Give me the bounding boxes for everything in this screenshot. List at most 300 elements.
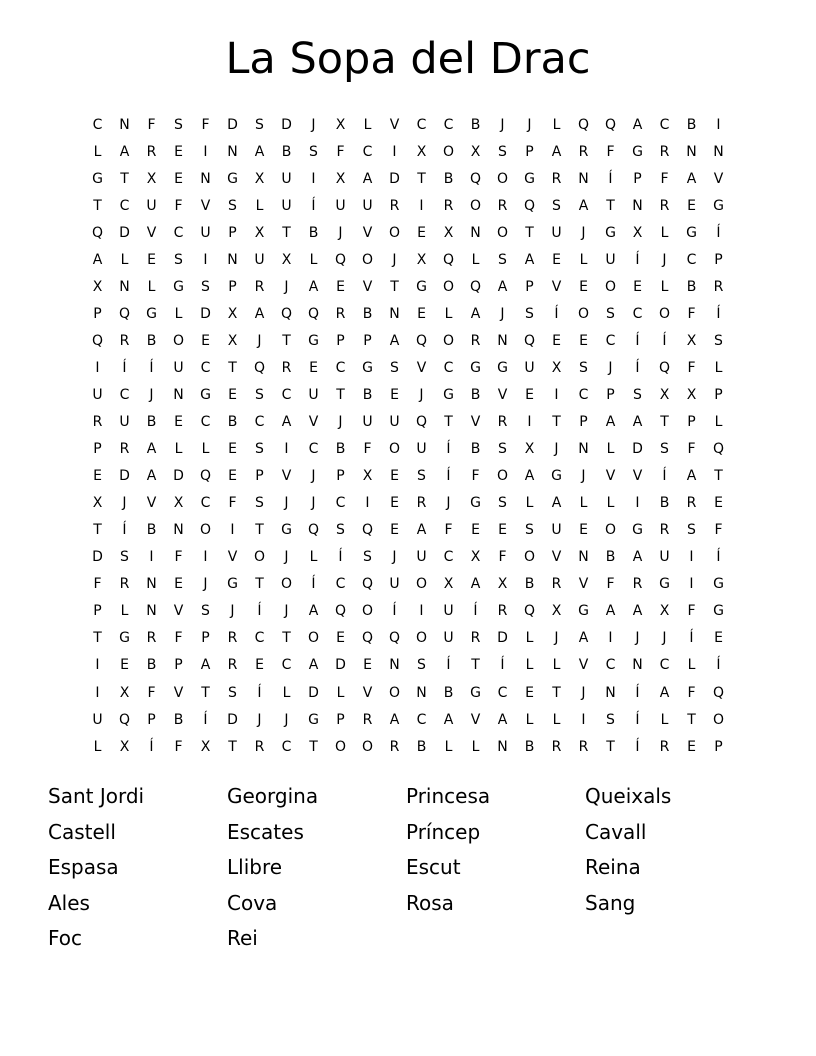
grid-cell-r12c4: E	[174, 414, 183, 431]
grid-cell-r22c15: G	[470, 684, 481, 701]
grid-cell-r2c19: R	[578, 143, 589, 160]
grid-cell-r10c16: G	[497, 359, 508, 376]
grid-cell-r23c18: L	[552, 711, 561, 728]
grid-cell-r8c22: O	[658, 305, 671, 322]
grid-cell-r18c18: R	[551, 576, 562, 593]
grid-cell-r21c9: A	[308, 657, 319, 674]
grid-cell-r6c9: L	[309, 251, 318, 268]
grid-cell-r17c11: S	[363, 549, 372, 566]
grid-cell-r15c1: X	[92, 495, 103, 512]
grid-cell-r4c4: F	[174, 197, 183, 214]
grid-cell-r13c18: J	[554, 441, 559, 458]
grid-cell-r20c12: Q	[388, 630, 401, 647]
grid-cell-r17c4: F	[174, 549, 183, 566]
grid-row-13	[84, 436, 732, 463]
grid-cell-r8c7: A	[254, 305, 265, 322]
grid-cell-r12c17: I	[527, 414, 532, 431]
grid-cell-r19c9: A	[308, 603, 319, 620]
grid-cell-r1c9: J	[311, 116, 316, 133]
grid-cell-r8c3: G	[146, 305, 157, 322]
grid-cell-r11c2: C	[119, 386, 130, 403]
grid-cell-r3c22: F	[660, 170, 669, 187]
grid-cell-r1c4: S	[174, 116, 183, 133]
grid-cell-r16c1: T	[93, 522, 102, 539]
grid-cell-r8c15: A	[470, 305, 481, 322]
grid-row-14	[84, 463, 732, 490]
grid-cell-r7c17: P	[525, 278, 534, 295]
grid-cell-r24c22: R	[659, 738, 670, 755]
grid-cell-r6c2: L	[120, 251, 129, 268]
grid-cell-r20c4: F	[174, 630, 183, 647]
grid-cell-r24c12: R	[389, 738, 400, 755]
grid-cell-r14c13: S	[417, 468, 426, 485]
grid-cell-r6c16: S	[498, 251, 507, 268]
grid-cell-r24c3: Í	[149, 738, 154, 755]
grid-cell-r13c23: F	[687, 441, 696, 458]
grid-cell-r22c9: D	[308, 684, 319, 701]
grid-cell-r9c19: E	[579, 332, 588, 349]
grid-cell-r5c21: X	[632, 224, 643, 241]
grid-cell-r3c4: E	[174, 170, 183, 187]
grid-cell-r10c15: G	[470, 359, 481, 376]
grid-cell-r2c3: R	[146, 143, 157, 160]
grid-cell-r11c21: S	[633, 386, 642, 403]
word-list-column-2	[227, 779, 406, 957]
grid-cell-r2c18: A	[551, 143, 562, 160]
grid-cell-r19c6: J	[230, 603, 235, 620]
grid-cell-r1c24: I	[716, 116, 721, 133]
grid-cell-r4c24: G	[713, 197, 724, 214]
grid-cell-r12c11: U	[362, 414, 373, 431]
grid-cell-r7c7: R	[254, 278, 265, 295]
grid-cell-r24c5: X	[200, 738, 211, 755]
grid-cell-r9c24: S	[714, 332, 723, 349]
grid-cell-r11c12: E	[390, 386, 399, 403]
grid-cell-r20c15: R	[470, 630, 481, 647]
grid-cell-r13c7: S	[255, 441, 264, 458]
grid-cell-r22c23: F	[687, 684, 696, 701]
grid-cell-r16c5: O	[199, 522, 212, 539]
grid-cell-r9c2: R	[119, 332, 130, 349]
grid-cell-r12c24: L	[714, 414, 723, 431]
grid-cell-r5c5: U	[200, 224, 211, 241]
grid-cell-r5c4: C	[173, 224, 184, 241]
grid-cell-r12c3: B	[146, 414, 157, 431]
grid-cell-r22c12: O	[388, 684, 401, 701]
grid-cell-r17c16: F	[498, 549, 507, 566]
grid-cell-r14c4: D	[173, 468, 184, 485]
grid-cell-r18c5: J	[203, 576, 208, 593]
grid-cell-r14c14: Í	[446, 468, 451, 485]
grid-cell-r2c5: I	[203, 143, 208, 160]
grid-cell-r21c22: C	[659, 657, 670, 674]
grid-cell-r11c15: B	[470, 386, 481, 403]
grid-cell-r7c5: S	[201, 278, 210, 295]
grid-cell-r17c22: U	[659, 549, 670, 566]
grid-cell-r21c18: L	[552, 657, 561, 674]
grid-cell-r1c5: F	[201, 116, 210, 133]
grid-cell-r6c15: L	[471, 251, 480, 268]
grid-cell-r19c13: I	[419, 603, 424, 620]
grid-cell-r19c2: L	[120, 603, 129, 620]
grid-cell-r23c23: T	[687, 711, 696, 728]
grid-cell-r23c9: G	[308, 711, 319, 728]
grid-cell-r10c9: E	[309, 359, 318, 376]
grid-cell-r10c22: Q	[658, 359, 671, 376]
grid-cell-r3c13: T	[417, 170, 426, 187]
grid-cell-r3c18: R	[551, 170, 562, 187]
grid-cell-r16c20: O	[604, 522, 617, 539]
word-item: Espasa	[48, 855, 119, 880]
grid-cell-r1c18: L	[552, 116, 561, 133]
grid-cell-r21c4: P	[174, 657, 183, 674]
grid-cell-r20c6: R	[227, 630, 238, 647]
grid-cell-r11c16: V	[497, 386, 508, 403]
word-item: Reina	[585, 855, 641, 880]
grid-cell-r14c16: O	[496, 468, 509, 485]
grid-cell-r22c17: E	[525, 684, 534, 701]
grid-cell-r9c16: N	[497, 332, 508, 349]
grid-cell-r19c14: U	[443, 603, 454, 620]
grid-cell-r12c1: R	[92, 414, 103, 431]
grid-cell-r15c8: J	[284, 495, 289, 512]
grid-cell-r15c2: J	[122, 495, 127, 512]
grid-cell-r15c15: G	[470, 495, 481, 512]
grid-cell-r10c7: Q	[253, 359, 266, 376]
grid-cell-r5c9: B	[308, 224, 319, 241]
grid-cell-r22c22: A	[659, 684, 670, 701]
grid-cell-r6c7: U	[254, 251, 265, 268]
grid-cell-r1c19: Q	[577, 116, 590, 133]
grid-cell-r2c21: G	[632, 143, 643, 160]
grid-cell-r8c5: D	[200, 305, 211, 322]
grid-cell-r9c23: X	[686, 332, 697, 349]
grid-cell-r15c20: L	[606, 495, 615, 512]
grid-cell-r18c12: U	[389, 576, 400, 593]
grid-cell-r11c19: C	[578, 386, 589, 403]
grid-cell-r5c13: E	[417, 224, 426, 241]
grid-cell-r7c15: Q	[469, 278, 482, 295]
grid-cell-r19c15: Í	[473, 603, 478, 620]
grid-cell-r13c20: L	[606, 441, 615, 458]
grid-cell-r17c17: O	[523, 549, 536, 566]
grid-cell-r9c6: X	[227, 332, 238, 349]
grid-cell-r24c11: O	[361, 738, 374, 755]
grid-cell-r22c14: B	[443, 684, 454, 701]
grid-row-1	[84, 111, 732, 138]
grid-cell-r20c22: J	[662, 630, 667, 647]
grid-cell-r1c16: J	[500, 116, 505, 133]
grid-cell-r1c6: D	[227, 116, 238, 133]
grid-cell-r20c23: Í	[689, 630, 694, 647]
grid-cell-r15c21: I	[635, 495, 640, 512]
grid-cell-r1c10: X	[335, 116, 346, 133]
grid-cell-r1c12: V	[389, 116, 400, 133]
grid-cell-r7c20: O	[604, 278, 617, 295]
grid-cell-r15c24: E	[714, 495, 723, 512]
grid-cell-r24c9: T	[309, 738, 318, 755]
grid-cell-r21c12: N	[389, 657, 400, 674]
grid-cell-r8c10: R	[335, 305, 346, 322]
grid-cell-r3c17: G	[524, 170, 535, 187]
grid-cell-r22c4: V	[173, 684, 184, 701]
grid-cell-r18c14: X	[443, 576, 454, 593]
grid-cell-r2c23: N	[686, 143, 697, 160]
grid-cell-r13c21: D	[632, 441, 643, 458]
grid-row-3	[84, 165, 732, 192]
grid-cell-r16c18: U	[551, 522, 562, 539]
grid-cell-r15c10: C	[335, 495, 346, 512]
grid-cell-r24c7: R	[254, 738, 265, 755]
grid-cell-r3c12: D	[389, 170, 400, 187]
grid-cell-r5c24: Í	[716, 224, 721, 241]
grid-cell-r1c8: D	[281, 116, 292, 133]
grid-cell-r3c3: X	[146, 170, 157, 187]
grid-cell-r4c16: R	[497, 197, 508, 214]
grid-cell-r16c22: R	[659, 522, 670, 539]
grid-cell-r2c22: R	[659, 143, 670, 160]
grid-cell-r21c2: E	[120, 657, 129, 674]
grid-cell-r11c14: G	[443, 386, 454, 403]
grid-cell-r13c24: Q	[712, 441, 725, 458]
grid-cell-r19c7: Í	[257, 603, 262, 620]
grid-cell-r13c11: F	[363, 441, 372, 458]
grid-cell-r5c17: T	[525, 224, 534, 241]
grid-cell-r3c10: X	[335, 170, 346, 187]
grid-cell-r14c17: A	[524, 468, 535, 485]
grid-cell-r10c10: C	[335, 359, 346, 376]
grid-cell-r8c12: N	[389, 305, 400, 322]
grid-cell-r5c2: D	[119, 224, 130, 241]
grid-cell-r13c12: O	[388, 441, 401, 458]
grid-cell-r17c23: I	[689, 549, 694, 566]
grid-cell-r12c6: B	[227, 414, 238, 431]
grid-cell-r1c21: A	[632, 116, 643, 133]
grid-cell-r6c5: I	[203, 251, 208, 268]
grid-cell-r21c23: L	[687, 657, 696, 674]
grid-cell-r14c6: E	[228, 468, 237, 485]
grid-cell-r9c13: Q	[415, 332, 428, 349]
grid-cell-r19c11: O	[361, 603, 374, 620]
grid-cell-r5c11: V	[362, 224, 373, 241]
grid-cell-r24c2: X	[119, 738, 130, 755]
grid-cell-r22c18: T	[552, 684, 561, 701]
grid-cell-r8c16: J	[500, 305, 505, 322]
grid-cell-r20c1: T	[93, 630, 102, 647]
word-item: Cova	[227, 890, 278, 915]
grid-cell-r15c19: L	[579, 495, 588, 512]
grid-cell-r6c4: S	[174, 251, 183, 268]
grid-cell-r19c22: X	[659, 603, 670, 620]
grid-cell-r7c18: V	[551, 278, 562, 295]
grid-cell-r17c12: J	[392, 549, 397, 566]
grid-cell-r16c21: G	[632, 522, 643, 539]
grid-cell-r18c4: E	[174, 576, 183, 593]
grid-cell-r14c7: P	[255, 468, 264, 485]
grid-row-18	[84, 571, 732, 598]
grid-cell-r23c7: J	[257, 711, 262, 728]
grid-cell-r3c24: V	[713, 170, 724, 187]
grid-row-2	[84, 138, 732, 165]
grid-cell-r7c11: V	[362, 278, 373, 295]
grid-cell-r22c13: N	[416, 684, 427, 701]
grid-cell-r17c6: V	[227, 549, 238, 566]
grid-cell-r20c17: L	[525, 630, 534, 647]
grid-cell-r13c13: U	[416, 441, 427, 458]
word-list-column-3	[406, 779, 585, 957]
grid-cell-r13c2: R	[119, 441, 130, 458]
grid-cell-r21c20: C	[605, 657, 616, 674]
grid-cell-r1c7: S	[255, 116, 264, 133]
grid-cell-r7c2: N	[119, 278, 130, 295]
grid-cell-r15c11: I	[365, 495, 370, 512]
grid-cell-r6c17: A	[524, 251, 535, 268]
word-list-column-4	[585, 779, 764, 957]
grid-cell-r4c22: R	[659, 197, 670, 214]
grid-cell-r5c23: G	[686, 224, 697, 241]
word-item: Cavall	[585, 819, 647, 844]
grid-cell-r19c18: X	[551, 603, 562, 620]
grid-cell-r11c9: U	[308, 386, 319, 403]
grid-cell-r18c24: G	[713, 576, 724, 593]
grid-cell-r17c5: I	[203, 549, 208, 566]
grid-row-9	[84, 327, 732, 354]
grid-cell-r16c9: Q	[307, 522, 320, 539]
grid-cell-r22c24: Q	[712, 684, 725, 701]
grid-cell-r23c21: Í	[635, 711, 640, 728]
grid-cell-r14c11: X	[362, 468, 373, 485]
grid-cell-r14c23: A	[686, 468, 697, 485]
grid-cell-r16c14: F	[444, 522, 453, 539]
grid-cell-r23c10: P	[336, 711, 345, 728]
grid-cell-r2c17: P	[525, 143, 534, 160]
grid-cell-r23c14: A	[443, 711, 454, 728]
grid-cell-r23c8: J	[284, 711, 289, 728]
grid-cell-r13c9: C	[308, 441, 319, 458]
grid-cell-r2c8: B	[281, 143, 292, 160]
grid-cell-r20c11: Q	[361, 630, 374, 647]
grid-cell-r19c12: Í	[392, 603, 397, 620]
grid-cell-r23c17: L	[525, 711, 534, 728]
grid-cell-r11c24: P	[714, 386, 723, 403]
grid-cell-r15c12: E	[390, 495, 399, 512]
grid-cell-r16c2: Í	[122, 522, 127, 539]
grid-cell-r14c12: E	[390, 468, 399, 485]
grid-cell-r6c23: C	[686, 251, 697, 268]
grid-cell-r6c13: X	[416, 251, 427, 268]
grid-cell-r9c11: P	[363, 332, 372, 349]
grid-cell-r6c20: U	[605, 251, 616, 268]
grid-cell-r15c13: R	[416, 495, 427, 512]
grid-cell-r21c1: I	[95, 657, 100, 674]
grid-cell-r7c3: L	[147, 278, 156, 295]
grid-cell-r19c1: P	[93, 603, 102, 620]
grid-cell-r10c23: F	[687, 359, 696, 376]
grid-cell-r4c19: A	[578, 197, 589, 214]
grid-cell-r23c6: D	[227, 711, 238, 728]
grid-cell-r23c20: S	[606, 711, 615, 728]
grid-cell-r4c8: U	[281, 197, 292, 214]
grid-cell-r17c14: C	[443, 549, 454, 566]
grid-cell-r20c10: E	[336, 630, 345, 647]
grid-cell-r19c10: Q	[334, 603, 347, 620]
grid-row-20	[84, 625, 732, 652]
word-item: Llibre	[227, 855, 283, 880]
grid-cell-r6c11: O	[361, 251, 374, 268]
grid-cell-r9c14: O	[442, 332, 455, 349]
grid-cell-r6c24: P	[714, 251, 723, 268]
grid-cell-r8c6: X	[227, 305, 238, 322]
grid-cell-r13c5: L	[201, 441, 210, 458]
grid-row-7	[84, 273, 732, 300]
grid-cell-r13c10: B	[335, 441, 346, 458]
grid-cell-r20c20: I	[608, 630, 613, 647]
grid-cell-r3c2: T	[120, 170, 129, 187]
grid-cell-r17c8: J	[284, 549, 289, 566]
grid-cell-r14c1: E	[93, 468, 102, 485]
grid-cell-r1c2: N	[119, 116, 130, 133]
grid-cell-r7c8: J	[284, 278, 289, 295]
grid-cell-r2c9: S	[309, 143, 318, 160]
grid-cell-r15c9: J	[311, 495, 316, 512]
grid-cell-r1c13: C	[416, 116, 427, 133]
grid-cell-r4c17: Q	[523, 197, 536, 214]
grid-cell-r17c9: L	[309, 549, 318, 566]
grid-cell-r19c4: V	[173, 603, 184, 620]
grid-cell-r4c2: C	[119, 197, 130, 214]
grid-cell-r4c20: T	[606, 197, 615, 214]
grid-cell-r11c11: B	[362, 386, 373, 403]
grid-cell-r21c6: R	[227, 657, 238, 674]
grid-cell-r21c16: Í	[500, 657, 505, 674]
grid-cell-r4c1: T	[93, 197, 102, 214]
grid-cell-r2c16: S	[498, 143, 507, 160]
grid-cell-r4c10: U	[335, 197, 346, 214]
grid-cell-r17c24: Í	[716, 549, 721, 566]
grid-cell-r2c20: F	[606, 143, 615, 160]
grid-cell-r16c24: F	[714, 522, 723, 539]
grid-cell-r19c19: G	[578, 603, 589, 620]
grid-cell-r8c14: L	[444, 305, 453, 322]
grid-cell-r21c14: Í	[446, 657, 451, 674]
grid-cell-r2c4: E	[174, 143, 183, 160]
grid-cell-r3c11: A	[362, 170, 373, 187]
grid-cell-r5c18: U	[551, 224, 562, 241]
grid-cell-r23c22: L	[660, 711, 669, 728]
grid-cell-r9c3: B	[146, 332, 157, 349]
grid-cell-r6c12: J	[392, 251, 397, 268]
grid-cell-r12c19: P	[579, 414, 588, 431]
grid-cell-r4c21: N	[632, 197, 643, 214]
grid-cell-r2c2: A	[119, 143, 130, 160]
grid-cell-r8c4: L	[174, 305, 183, 322]
grid-cell-r9c21: Í	[635, 332, 640, 349]
grid-row-8	[84, 300, 732, 327]
grid-cell-r8c19: O	[577, 305, 590, 322]
grid-cell-r18c7: T	[255, 576, 264, 593]
grid-cell-r4c13: I	[419, 197, 424, 214]
grid-cell-r14c18: G	[551, 468, 562, 485]
grid-cell-r7c10: E	[336, 278, 345, 295]
grid-cell-r15c18: A	[551, 495, 562, 512]
grid-cell-r20c7: C	[254, 630, 265, 647]
grid-cell-r18c13: O	[415, 576, 428, 593]
grid-cell-r21c8: C	[281, 657, 292, 674]
grid-cell-r16c17: S	[525, 522, 534, 539]
grid-cell-r21c10: D	[335, 657, 346, 674]
grid-cell-r2c11: C	[362, 143, 373, 160]
grid-cell-r8c18: Í	[554, 305, 559, 322]
